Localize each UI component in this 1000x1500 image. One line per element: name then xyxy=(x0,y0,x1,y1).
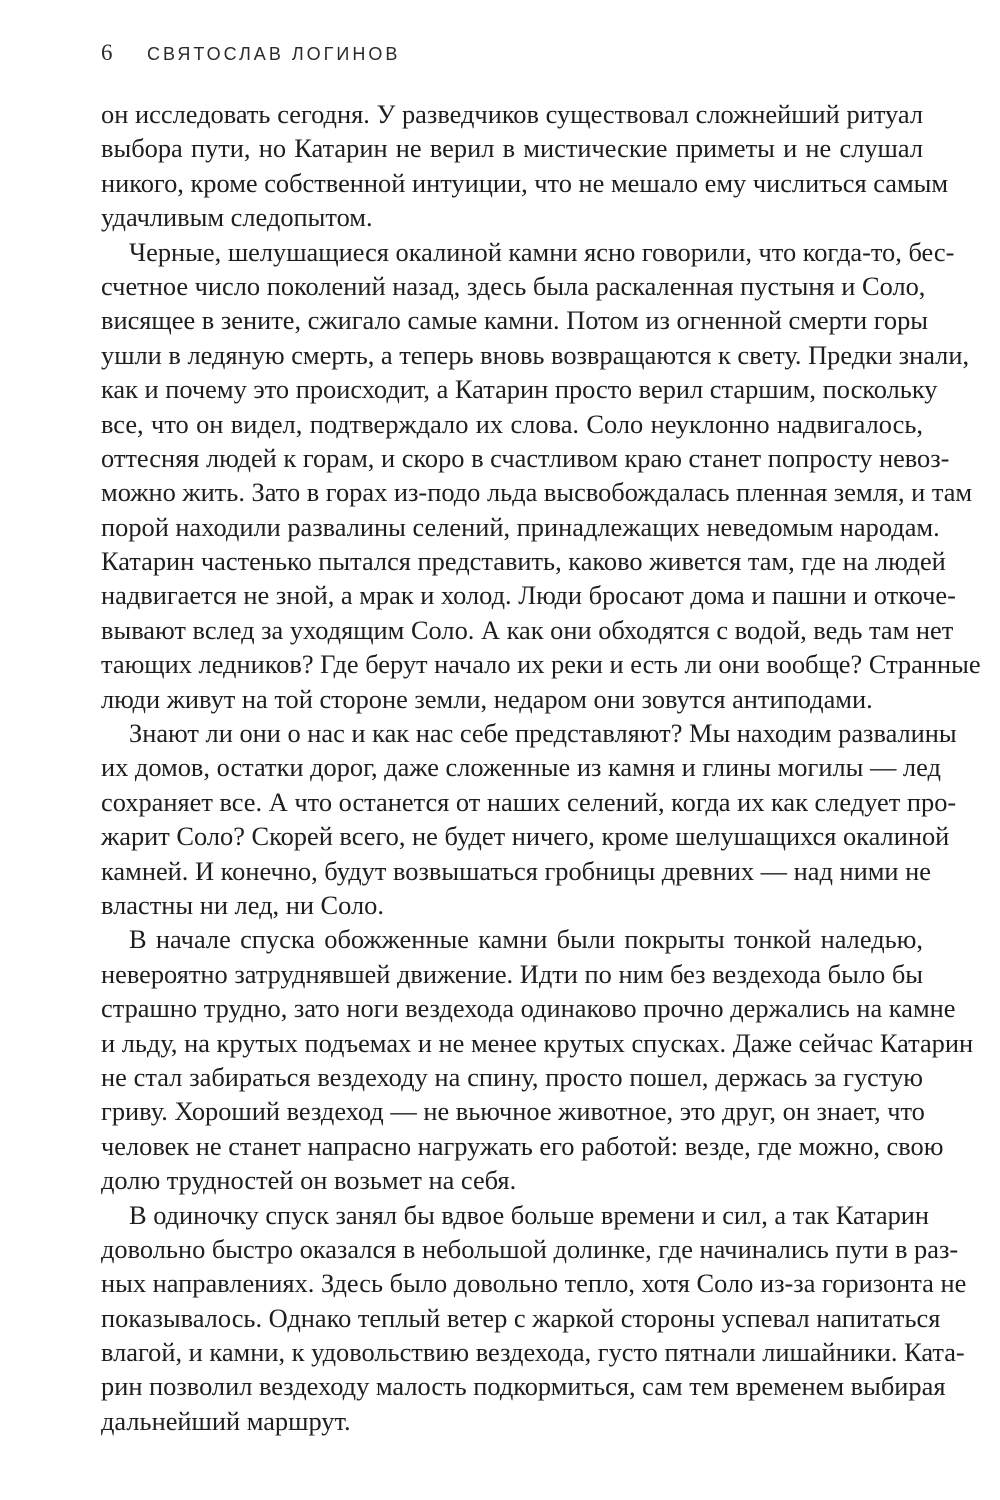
text-line: В начале спуска обожженные камни были покрыты тонкой наледью, xyxy=(129,924,923,955)
text-line: удачливым следопытом. xyxy=(101,202,373,233)
paragraph xyxy=(101,1198,967,1439)
text-line: жарит Соло? Скорей всего, не будет ничего, кроме шелушащихся окалиной xyxy=(101,821,950,852)
text-line: ных направлениях. Здесь было довольно тепло, хотя Соло из-за горизонта не xyxy=(101,1268,967,1299)
text-line: висящее в зените, сжигало самые камни. Потом из огненной смерти горы xyxy=(101,305,929,336)
text-line: довольно быстро оказался в небольшой долинке, где начинались пути в раз- xyxy=(101,1233,959,1264)
text-line: Знают ли они о нас и как нас себе представляют? Мы находим развалины xyxy=(129,718,957,749)
paragraph xyxy=(101,97,949,235)
page-number: 6 xyxy=(101,40,113,65)
text-line: их домов, остатки дорог, даже сложенные из камня и глины могилы — лед xyxy=(101,752,941,783)
text-line: порой находили развалины селений, принадлежащих неведомым народам. xyxy=(101,511,940,542)
text-line: гриву. Хороший вездеход — не вьючное животное, это друг, он знает, что xyxy=(101,1096,925,1127)
text-line: надвигается не зной, а мрак и холод. Люди бросают дома и пашни и откоче- xyxy=(101,580,956,611)
paragraph xyxy=(101,235,981,716)
text-line: В одиночку спуск занял бы вдвое больше времени и сил, а так Катарин xyxy=(129,1199,930,1230)
text-line: он исследовать сегодня. У разведчиков существовал сложнейший ритуал xyxy=(101,99,923,129)
text-line: Катарин частенько пытался представить, каково живется там, где на людей xyxy=(101,546,946,577)
text-line: не стал забираться вездеходу на спину, просто пошел, держась за густую xyxy=(101,1061,923,1092)
text-line: тающих ледников? Где берут начало их реки и есть ли они вообще? Странные xyxy=(101,649,981,680)
text-line: вывают вслед за уходящим Соло. А как они обходятся с водой, ведь там нет xyxy=(101,614,954,645)
text-line: выбора пути, но Катарин не верил в мистические приметы и не слушал xyxy=(101,133,923,164)
text-line: показывалось. Однако теплый ветер с жаркой стороны успевал напитаться xyxy=(101,1302,941,1333)
text-line: никого, кроме собственной интуиции, что не мешало ему числиться самым xyxy=(101,167,949,198)
running-head-author: СВЯТОСЛАВ ЛОГИНОВ xyxy=(147,44,401,64)
text-line: человек не станет напрасно нагружать его работой: везде, где можно, свою xyxy=(101,1130,944,1161)
paragraph xyxy=(101,922,974,1197)
text-line: рин позволил вездеходу малость подкормиться, сам тем временем выбирая xyxy=(101,1371,946,1402)
text-line: страшно трудно, зато ноги вездехода одинаково прочно держались на камне xyxy=(101,993,956,1024)
text-line: Черные, шелушащиеся окалиной камни ясно говорили, что когда-то, бес- xyxy=(129,236,955,267)
text-line: и льду, на крутых подъемах и не менее крутых спусках. Даже сейчас Катарин xyxy=(101,1027,974,1058)
text-line: все, что он видел, подтверждало их слова. Соло неуклонно надвигалось, xyxy=(101,408,923,439)
text-line: сохраняет все. А что останется от наших селений, когда их как следует про- xyxy=(101,786,957,817)
text-line: как и почему это происходит, а Катарин просто верил старшим, поскольку xyxy=(101,374,938,405)
paragraph xyxy=(101,716,957,922)
text-line: камней. И конечно, будут возвышаться гробницы древних — над ними не xyxy=(101,855,931,886)
text-line: долю трудностей он возьмет на себя. xyxy=(101,1165,517,1196)
body-text xyxy=(101,97,981,1438)
page-header xyxy=(101,40,400,66)
text-line: влагой, и камни, к удовольствию вездехода, густо пятнали лишайники. Ката- xyxy=(101,1337,965,1368)
text-line: оттесняя людей к горам, и скоро в счастливом краю станет попросту невоз- xyxy=(101,442,950,473)
text-line: счетное число поколений назад, здесь была раскаленная пустыня и Соло, xyxy=(101,270,926,301)
text-line: властны ни лед, ни Соло. xyxy=(101,889,384,920)
text-line: дальнейший маршрут. xyxy=(101,1405,351,1436)
text-line: можно жить. Зато в горах из-подо льда высвобождалась пленная земля, и там xyxy=(101,477,973,508)
text-line: ушли в ледяную смерть, а теперь вновь возвращаются к свету. Предки знали, xyxy=(101,339,970,370)
text-line: люди живут на той стороне земли, недаром они зовутся антиподами. xyxy=(101,683,873,714)
text-line: невероятно затруднявшей движение. Идти по ним без вездехода было бы xyxy=(101,958,923,989)
